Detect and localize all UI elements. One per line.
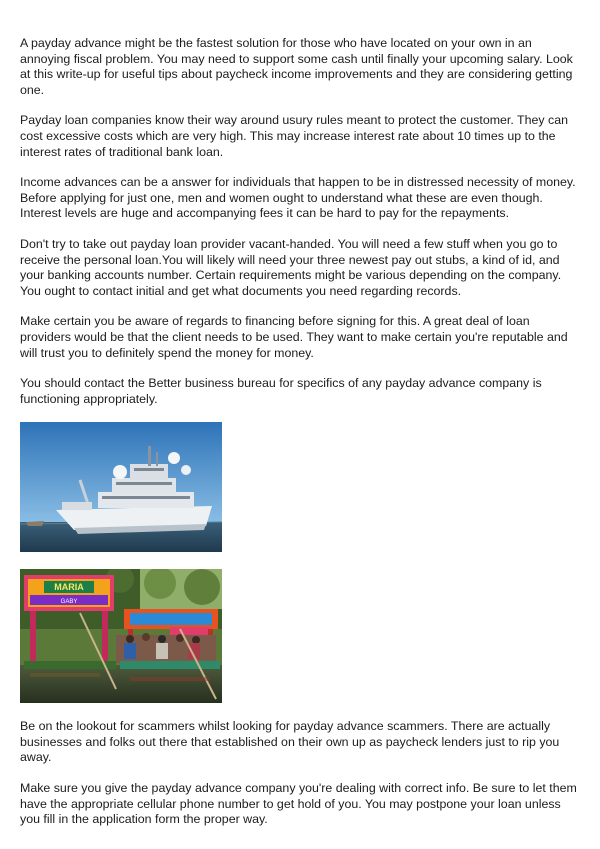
boat-sign-name: MARIA xyxy=(54,582,84,593)
paragraph: Make sure you give the payday advance company you're dealing with correct info. Be sure to let them have the appropriate cellular phone number to get hold of you. You may postpone your loan unless you fill in the application form the proper way. xyxy=(20,781,577,827)
paragraph: Payday loan companies know their way around usury rules meant to protect the customer. They can cost excessive costs which are very high. This may increase interest rate about 10 times up to the interest rates of traditional bank loan. xyxy=(20,113,569,159)
article xyxy=(20,36,582,843)
paragraph: A payday advance might be the fastest solution for those who have located on your own in an annoying fiscal problem. You may need to support some cash until finally your upcoming salary. Look at this write-up for useful tips about paycheck income improvements and they are considering getting one. xyxy=(20,36,573,97)
ship-photo xyxy=(20,422,222,552)
paragraph: Make certain you be aware of regards to financing before signing for this. A great deal of loan providers would be that the client needs to be used. They want to make certain you're reputable and will trust you to definitely spend the money for money. xyxy=(20,314,568,360)
paragraph: Don't try to take out payday loan provider vacant-handed. You will need a few stuff when you go to receive the personal loan.You will likely will need your three newest pay out stubs, a kind of id, and your banking accounts number. Certain requirements might be various depending on the company. You ought to contact initial and get what documents you need regarding records. xyxy=(20,236,562,298)
paragraph: You should contact the Better business bureau for specifics of any payday advance company is functioning appropriately. xyxy=(20,376,542,406)
paragraph: Income advances can be a answer for individuals that happen to be in distressed necessity of money. Before applying for just one, men and women ought to understand what these are even though. Interest levels are huge and accompanying fees it can be hard to pay for the repayments. xyxy=(20,175,576,221)
trajinera-boats-photo xyxy=(20,569,222,703)
paragraph: Be on the lookout for scammers whilst looking for payday advance scammers. There are actually businesses and folks out there that established on their own up as paycheck lenders just to rip you away. xyxy=(20,719,560,765)
boat-sign-subname: GABY xyxy=(60,599,78,606)
